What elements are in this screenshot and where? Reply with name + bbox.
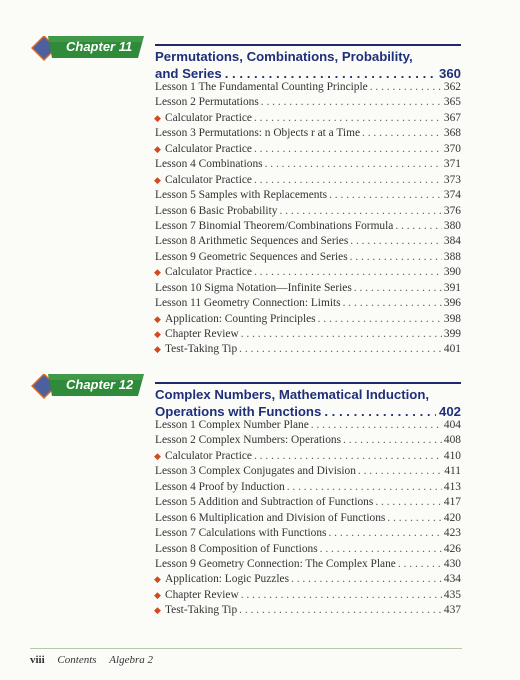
dot-leader <box>254 265 442 280</box>
toc-entry-page: 434 <box>443 573 461 586</box>
toc-entry <box>155 204 461 219</box>
dot-leader <box>350 234 442 249</box>
footer-page-number: viii <box>30 654 45 666</box>
toc-entry-label: Test-Taking Tip <box>165 343 238 356</box>
toc-entry <box>155 157 461 172</box>
toc-entry-label: Lesson 2 Complex Numbers: Operations <box>155 434 342 447</box>
toc-entry-page: 426 <box>443 542 461 555</box>
toc-entry <box>155 495 461 510</box>
dot-leader <box>239 603 442 618</box>
toc-entry-page: 371 <box>443 158 461 171</box>
toc-entry-page: 388 <box>443 250 461 263</box>
diamond-bullet-icon: ◆ <box>154 314 161 325</box>
toc-entry-label: Lesson 6 Basic Probability <box>155 204 278 217</box>
toc-entry <box>155 433 461 448</box>
toc-entry-page: 404 <box>443 419 461 431</box>
toc-entry-page: 370 <box>443 142 461 155</box>
dot-leader <box>358 464 442 479</box>
chapter-page: 402 <box>438 404 461 419</box>
toc-entry-label: Test-Taking Tip <box>165 604 238 617</box>
diamond-bullet-icon: ◆ <box>154 451 161 462</box>
toc-entry <box>155 312 461 327</box>
toc-entry-page: 398 <box>443 312 461 325</box>
chapter-badge <box>30 374 148 408</box>
toc-entry <box>155 542 461 557</box>
toc-entry <box>155 142 461 157</box>
toc-entry-label: Calculator Practice <box>165 173 252 186</box>
chapter-entries <box>155 80 461 358</box>
chapter-label: Chapter 11 <box>66 39 133 54</box>
toc-entry-label: Lesson 7 Binomial Theorem/Combinations Formula <box>155 219 394 232</box>
dot-leader <box>279 204 441 219</box>
toc-entry <box>155 296 461 311</box>
toc-entry-label: Chapter Review <box>165 328 239 340</box>
toc-entry-page: 384 <box>443 235 461 248</box>
toc-entry-page: 368 <box>443 127 461 140</box>
toc-entry-page: 391 <box>443 281 461 294</box>
diamond-bullet-icon: ◆ <box>154 113 161 124</box>
toc-entry-label: Lesson 4 Combinations <box>155 158 263 171</box>
toc-entry-page: 430 <box>443 557 461 570</box>
chapter-title-line2: and Series <box>155 66 222 81</box>
dot-leader <box>241 588 442 603</box>
toc-entry-label: Lesson 1 The Fundamental Counting Principle <box>155 81 368 93</box>
toc-entry <box>155 588 461 603</box>
toc-entry <box>155 265 461 280</box>
toc-entry <box>155 173 461 188</box>
toc-entry-page: 435 <box>443 588 461 601</box>
toc-entry <box>155 111 461 126</box>
dot-leader <box>254 449 442 464</box>
dot-leader <box>287 480 442 495</box>
diamond-bullet-icon: ◆ <box>154 175 161 186</box>
toc-entry <box>155 603 461 618</box>
toc-entry-page: 373 <box>443 173 461 186</box>
dot-leader <box>320 542 442 557</box>
toc-entry-label: Lesson 1 Complex Number Plane <box>155 419 309 431</box>
chapter-title-line1: Complex Numbers, Mathematical Induction, <box>155 387 430 402</box>
toc-entry-page: 376 <box>443 204 461 217</box>
toc-entry-page: 367 <box>443 111 461 124</box>
dot-leader <box>254 111 442 126</box>
toc-entry <box>155 234 461 249</box>
toc-entry-page: 410 <box>443 449 461 462</box>
toc-entry-label: Lesson 10 Sigma Notation—Infinite Series <box>155 281 352 294</box>
toc-entry <box>155 219 461 234</box>
toc-entry-label: Calculator Practice <box>165 111 252 124</box>
toc-entry-page: 417 <box>443 496 461 509</box>
toc-entry-label: Calculator Practice <box>165 266 252 279</box>
dot-leader <box>311 418 442 433</box>
toc-entry <box>155 126 461 141</box>
toc-entry-label: Lesson 5 Samples with Replacements <box>155 189 328 202</box>
dot-leader <box>343 296 442 311</box>
toc-entry-label: Calculator Practice <box>165 142 252 155</box>
toc-entry-page: 365 <box>443 96 461 109</box>
diamond-bullet-icon: ◆ <box>154 606 161 617</box>
toc-entry-label: Lesson 7 Calculations with Functions <box>155 527 327 540</box>
toc-entry <box>155 281 461 296</box>
dot-leader <box>362 126 442 141</box>
toc-entry-label: Lesson 9 Geometry Connection: The Complex Plane <box>155 557 396 570</box>
toc-entry-label: Lesson 8 Composition of Functions <box>155 542 318 555</box>
dot-leader <box>239 342 442 357</box>
dot-leader <box>395 219 442 234</box>
chapter-entries <box>155 418 461 619</box>
diamond-bullet-icon: ◆ <box>154 268 161 279</box>
toc-entry <box>155 188 461 203</box>
dot-leader <box>291 572 442 587</box>
toc-entry <box>155 80 461 95</box>
toc-entry-page: 380 <box>443 219 461 232</box>
page-footer <box>30 654 163 666</box>
toc-entry-page: 408 <box>443 434 461 447</box>
toc-entry-label: Lesson 4 Proof by Induction <box>155 480 285 493</box>
toc-entry-page: 413 <box>443 480 461 493</box>
dot-leader <box>329 188 442 203</box>
toc-entry <box>155 250 461 265</box>
dot-leader <box>261 95 442 110</box>
toc-entry-label: Lesson 2 Permutations <box>155 96 259 109</box>
toc-entry <box>155 327 461 342</box>
dot-leader <box>370 80 442 95</box>
chapter-label: Chapter 12 <box>66 377 134 392</box>
dot-leader <box>328 526 441 541</box>
diamond-bullet-icon: ◆ <box>154 330 161 340</box>
dot-leader <box>265 157 442 172</box>
toc-entry <box>155 480 461 495</box>
toc-entry <box>155 511 461 526</box>
diamond-bullet-icon: ◆ <box>154 590 161 601</box>
toc-entry-label: Calculator Practice <box>165 449 252 462</box>
dot-leader <box>375 495 442 510</box>
dot-leader <box>343 433 442 448</box>
dot-leader <box>387 511 442 526</box>
chapter-page: 360 <box>438 66 461 81</box>
toc-entry-label: Chapter Review <box>165 588 239 601</box>
footer-rule <box>30 648 462 649</box>
diamond-bullet-icon: ◆ <box>154 575 161 586</box>
toc-entry-label: Lesson 3 Permutations: n Objects r at a Time <box>155 127 361 140</box>
dot-leader <box>254 142 442 157</box>
toc-entry-page: 374 <box>443 189 461 202</box>
toc-entry-label: Lesson 11 Geometry Connection: Limits <box>155 297 341 310</box>
toc-entry-page: 411 <box>444 465 461 478</box>
toc-entry-page: 401 <box>443 343 461 356</box>
toc-entry-page: 390 <box>443 266 461 279</box>
toc-entry-page: 396 <box>443 297 461 310</box>
chapter-title-line2: Operations with Functions <box>155 404 322 419</box>
footer-section: Contents <box>57 654 97 666</box>
toc-entry <box>155 464 461 479</box>
dot-leader <box>398 557 442 572</box>
toc-entry <box>155 418 461 433</box>
toc-entry-label: Lesson 5 Addition and Subtraction of Functions <box>155 496 374 509</box>
dot-leader <box>241 327 442 342</box>
toc-entry-label: Lesson 8 Arithmetic Sequences and Series <box>155 235 349 248</box>
toc-entry-label: Application: Counting Principles <box>165 312 316 325</box>
diamond-bullet-icon: ◆ <box>154 144 161 155</box>
toc-entry <box>155 95 461 110</box>
chapter-rule <box>155 382 461 384</box>
chapter-title <box>155 48 461 82</box>
toc-entry-page: 362 <box>443 81 461 93</box>
dot-leader <box>354 281 442 296</box>
toc-entry-page: 420 <box>443 511 461 524</box>
toc-entry <box>155 449 461 464</box>
toc-entry-label: Lesson 3 Complex Conjugates and Division <box>155 465 356 478</box>
chapter-title-line1: Permutations, Combinations, Probability, <box>155 49 413 64</box>
toc-entry-page: 423 <box>443 527 461 540</box>
chapter-rule <box>155 44 461 46</box>
chapter-title <box>155 386 461 420</box>
toc-entry-page: 399 <box>443 328 461 340</box>
dot-leader <box>254 173 442 188</box>
toc-entry <box>155 526 461 541</box>
diamond-bullet-icon: ◆ <box>154 345 161 356</box>
toc-entry-label: Application: Logic Puzzles <box>165 573 290 586</box>
toc-entry <box>155 342 461 357</box>
toc-entry <box>155 557 461 572</box>
dot-leader <box>318 312 442 327</box>
toc-entry-page: 437 <box>443 604 461 617</box>
dot-leader <box>350 250 442 265</box>
chapter-badge <box>30 36 148 70</box>
toc-entry-label: Lesson 6 Multiplication and Division of Functions <box>155 511 386 524</box>
toc-entry <box>155 572 461 587</box>
footer-book-title: Algebra 2 <box>109 654 153 666</box>
toc-entry-label: Lesson 9 Geometric Sequences and Series <box>155 250 348 263</box>
